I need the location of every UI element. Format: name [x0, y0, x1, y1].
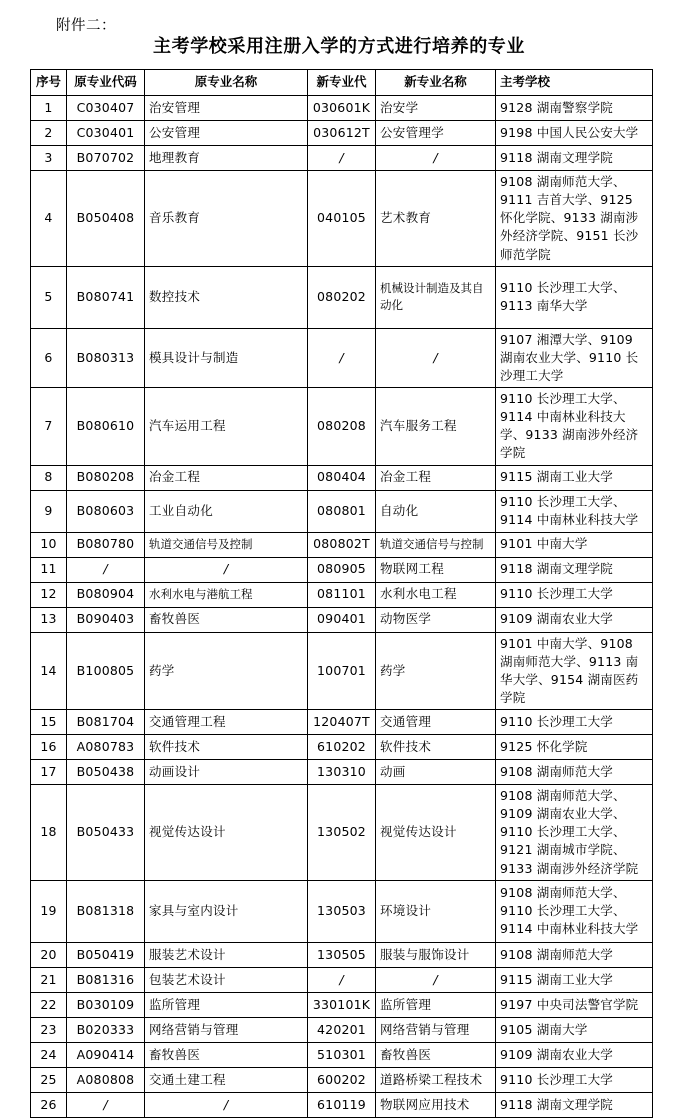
cell-old-name: 水利水电与港航工程	[145, 582, 308, 607]
table-row	[31, 1092, 653, 1117]
cell-seq: 10	[31, 532, 67, 557]
column-header-old-code: 原专业代码	[67, 70, 145, 96]
cell-new-code: 510301	[308, 1042, 376, 1067]
cell-old-code: B090403	[67, 607, 145, 632]
cell-new-code: 100701	[308, 632, 376, 710]
cell-seq: 16	[31, 735, 67, 760]
cell-new-name: /	[376, 146, 496, 171]
cell-new-code: /	[308, 967, 376, 992]
cell-old-code: B050408	[67, 171, 145, 267]
cell-seq: 12	[31, 582, 67, 607]
cell-old-name: 音乐教育	[145, 171, 308, 267]
cell-old-name: 动画设计	[145, 760, 308, 785]
cell-old-code: B080603	[67, 490, 145, 532]
cell-seq: 1	[31, 96, 67, 121]
cell-old-code: B080313	[67, 328, 145, 387]
cell-school: 9118 湖南文理学院	[496, 557, 653, 582]
table-row	[31, 1017, 653, 1042]
cell-school: 9198 中国人民公安大学	[496, 121, 653, 146]
cell-old-name: 汽车运用工程	[145, 388, 308, 466]
cell-old-code: A090414	[67, 1042, 145, 1067]
cell-new-code: 090401	[308, 607, 376, 632]
cell-old-code: B050438	[67, 760, 145, 785]
cell-old-name: 服装艺术设计	[145, 942, 308, 967]
table-row	[31, 532, 653, 557]
cell-new-name: 冶金工程	[376, 465, 496, 490]
cell-old-code: B050433	[67, 785, 145, 881]
cell-old-name: 工业自动化	[145, 490, 308, 532]
cell-school: 9107 湘潭大学、9109 湖南农业大学、9110 长沙理工大学	[496, 328, 653, 387]
cell-seq: 25	[31, 1067, 67, 1092]
cell-new-name: 交通管理	[376, 710, 496, 735]
table-row	[31, 465, 653, 490]
cell-old-code: C030401	[67, 121, 145, 146]
table-row	[31, 710, 653, 735]
cell-seq: 15	[31, 710, 67, 735]
cell-new-code: 130502	[308, 785, 376, 881]
cell-old-name: /	[145, 557, 308, 582]
cell-new-name: 艺术教育	[376, 171, 496, 267]
cell-new-name: 动画	[376, 760, 496, 785]
cell-new-code: 080404	[308, 465, 376, 490]
cell-school: 9110 长沙理工大学、9114 中南林业科技大学、9133 湖南涉外经济学院	[496, 388, 653, 466]
cell-new-name: 道路桥梁工程技术	[376, 1067, 496, 1092]
majors-table-container	[30, 69, 652, 1118]
cell-seq: 18	[31, 785, 67, 881]
cell-new-code: 080202	[308, 266, 376, 328]
cell-new-code: 030601K	[308, 96, 376, 121]
cell-old-code: B080208	[67, 465, 145, 490]
cell-old-name: 冶金工程	[145, 465, 308, 490]
cell-new-code: 130310	[308, 760, 376, 785]
cell-seq: 24	[31, 1042, 67, 1067]
cell-seq: 22	[31, 992, 67, 1017]
cell-new-name: 网络营销与管理	[376, 1017, 496, 1042]
cell-new-name: 监所管理	[376, 992, 496, 1017]
cell-seq: 14	[31, 632, 67, 710]
majors-table	[30, 69, 653, 1118]
cell-school: 9128 湖南警察学院	[496, 96, 653, 121]
cell-new-code: 080208	[308, 388, 376, 466]
cell-old-code: B030109	[67, 992, 145, 1017]
cell-new-name: /	[376, 967, 496, 992]
cell-old-name: 治安管理	[145, 96, 308, 121]
cell-new-name: 物联网应用技术	[376, 1092, 496, 1117]
cell-school: 9115 湖南工业大学	[496, 967, 653, 992]
cell-old-code: C030407	[67, 96, 145, 121]
cell-seq: 19	[31, 880, 67, 942]
cell-new-code: /	[308, 146, 376, 171]
table-row	[31, 582, 653, 607]
cell-old-name: 包装艺术设计	[145, 967, 308, 992]
table-header	[31, 70, 653, 96]
table-body	[31, 96, 653, 1118]
cell-school: 9110 长沙理工大学、9113 南华大学	[496, 266, 653, 328]
cell-old-name: 公安管理	[145, 121, 308, 146]
cell-seq: 13	[31, 607, 67, 632]
cell-old-name: 药学	[145, 632, 308, 710]
cell-seq: 23	[31, 1017, 67, 1042]
cell-school: 9108 湖南师范大学	[496, 760, 653, 785]
cell-old-code: B070702	[67, 146, 145, 171]
table-row	[31, 490, 653, 532]
table-row	[31, 121, 653, 146]
cell-school: 9105 湖南大学	[496, 1017, 653, 1042]
cell-new-name: /	[376, 328, 496, 387]
page-title: 主考学校采用注册入学的方式进行培养的专业	[153, 36, 525, 57]
cell-old-name: 家具与室内设计	[145, 880, 308, 942]
cell-old-code: B081318	[67, 880, 145, 942]
cell-new-code: 610202	[308, 735, 376, 760]
cell-old-name: 网络营销与管理	[145, 1017, 308, 1042]
cell-new-name: 治安学	[376, 96, 496, 121]
cell-school: 9125 怀化学院	[496, 735, 653, 760]
cell-school: 9118 湖南文理学院	[496, 146, 653, 171]
cell-seq: 20	[31, 942, 67, 967]
cell-old-name: 畜牧兽医	[145, 607, 308, 632]
cell-old-code: /	[67, 557, 145, 582]
table-row	[31, 785, 653, 881]
table-row	[31, 557, 653, 582]
cell-old-code: B020333	[67, 1017, 145, 1042]
cell-seq: 3	[31, 146, 67, 171]
table-row	[31, 146, 653, 171]
cell-school: 9197 中央司法警官学院	[496, 992, 653, 1017]
cell-old-code: A080808	[67, 1067, 145, 1092]
cell-school: 9109 湖南农业大学	[496, 1042, 653, 1067]
cell-school: 9109 湖南农业大学	[496, 607, 653, 632]
cell-seq: 7	[31, 388, 67, 466]
cell-old-code: B050419	[67, 942, 145, 967]
cell-new-name: 机械设计制造及其自动化	[376, 266, 496, 328]
column-header-new-code: 新专业代	[308, 70, 376, 96]
cell-seq: 2	[31, 121, 67, 146]
cell-seq: 8	[31, 465, 67, 490]
cell-seq: 17	[31, 760, 67, 785]
cell-new-code: 610119	[308, 1092, 376, 1117]
column-header-seq: 序号	[31, 70, 67, 96]
cell-new-code: 030612T	[308, 121, 376, 146]
cell-old-name: 数控技术	[145, 266, 308, 328]
cell-school: 9110 长沙理工大学、9114 中南林业科技大学	[496, 490, 653, 532]
cell-seq: 4	[31, 171, 67, 267]
column-header-school: 主考学校	[496, 70, 653, 96]
table-row	[31, 942, 653, 967]
cell-seq: 9	[31, 490, 67, 532]
cell-new-name: 公安管理学	[376, 121, 496, 146]
table-row	[31, 607, 653, 632]
table-row	[31, 735, 653, 760]
cell-school: 9118 湖南文理学院	[496, 1092, 653, 1117]
table-row	[31, 266, 653, 328]
cell-new-code: 130503	[308, 880, 376, 942]
cell-new-code: /	[308, 328, 376, 387]
cell-old-name: 视觉传达设计	[145, 785, 308, 881]
cell-old-name: 交通土建工程	[145, 1067, 308, 1092]
cell-new-name: 畜牧兽医	[376, 1042, 496, 1067]
cell-school: 9108 湖南师范大学	[496, 942, 653, 967]
cell-new-code: 080905	[308, 557, 376, 582]
cell-school: 9110 长沙理工大学	[496, 1067, 653, 1092]
cell-old-code: B081316	[67, 967, 145, 992]
cell-new-name: 自动化	[376, 490, 496, 532]
cell-new-name: 软件技术	[376, 735, 496, 760]
cell-new-code: 330101K	[308, 992, 376, 1017]
cell-new-code: 081101	[308, 582, 376, 607]
cell-new-code: 420201	[308, 1017, 376, 1042]
table-row	[31, 96, 653, 121]
cell-school: 9108 湖南师范大学、9109 湖南农业大学、9110 长沙理工大学、9121 湖南城市学院、9133 湖南涉外经济学院	[496, 785, 653, 881]
cell-old-code: B080904	[67, 582, 145, 607]
cell-old-name: 地理教育	[145, 146, 308, 171]
cell-new-name: 物联网工程	[376, 557, 496, 582]
cell-new-name: 动物医学	[376, 607, 496, 632]
cell-old-name: 监所管理	[145, 992, 308, 1017]
cell-seq: 6	[31, 328, 67, 387]
cell-new-name: 环境设计	[376, 880, 496, 942]
attachment-label: 附件二：	[56, 18, 116, 34]
cell-school: 9108 湖南师范大学、9110 长沙理工大学、9114 中南林业科技大学	[496, 880, 653, 942]
cell-new-code: 600202	[308, 1067, 376, 1092]
cell-old-code: B080610	[67, 388, 145, 466]
cell-old-code: B100805	[67, 632, 145, 710]
cell-seq: 21	[31, 967, 67, 992]
cell-new-code: 080802T	[308, 532, 376, 557]
cell-new-name: 视觉传达设计	[376, 785, 496, 881]
cell-old-code: B080741	[67, 266, 145, 328]
cell-school: 9110 长沙理工大学	[496, 710, 653, 735]
cell-new-name: 药学	[376, 632, 496, 710]
cell-school: 9110 长沙理工大学	[496, 582, 653, 607]
table-row	[31, 388, 653, 466]
cell-seq: 11	[31, 557, 67, 582]
table-row	[31, 880, 653, 942]
cell-new-code: 120407T	[308, 710, 376, 735]
cell-new-code: 040105	[308, 171, 376, 267]
cell-school: 9101 中南大学	[496, 532, 653, 557]
cell-old-code: A080783	[67, 735, 145, 760]
table-header-row	[31, 70, 653, 96]
table-row	[31, 1067, 653, 1092]
cell-old-name: 畜牧兽医	[145, 1042, 308, 1067]
cell-seq: 5	[31, 266, 67, 328]
cell-new-code: 080801	[308, 490, 376, 532]
cell-old-name: 交通管理工程	[145, 710, 308, 735]
table-row	[31, 632, 653, 710]
cell-old-code: /	[67, 1092, 145, 1117]
cell-seq: 26	[31, 1092, 67, 1117]
cell-new-code: 130505	[308, 942, 376, 967]
cell-school: 9108 湖南师范大学、9111 吉首大学、9125 怀化学院、9133 湖南涉外经济学院、9151 长沙师范学院	[496, 171, 653, 267]
table-row	[31, 328, 653, 387]
table-row	[31, 760, 653, 785]
column-header-new-name: 新专业名称	[376, 70, 496, 96]
column-header-old-name: 原专业名称	[145, 70, 308, 96]
cell-old-name: 软件技术	[145, 735, 308, 760]
cell-old-code: B080780	[67, 532, 145, 557]
table-row	[31, 171, 653, 267]
table-row	[31, 992, 653, 1017]
cell-school: 9101 中南大学、9108 湖南师范大学、9113 南华大学、9154 湖南医药学院	[496, 632, 653, 710]
table-row	[31, 967, 653, 992]
cell-school: 9115 湖南工业大学	[496, 465, 653, 490]
cell-new-name: 水利水电工程	[376, 582, 496, 607]
cell-new-name: 服装与服饰设计	[376, 942, 496, 967]
table-row	[31, 1042, 653, 1067]
cell-old-code: B081704	[67, 710, 145, 735]
cell-old-name: 模具设计与制造	[145, 328, 308, 387]
cell-new-name: 轨道交通信号与控制	[376, 532, 496, 557]
cell-new-name: 汽车服务工程	[376, 388, 496, 466]
cell-old-name: 轨道交通信号及控制	[145, 532, 308, 557]
cell-old-name: /	[145, 1092, 308, 1117]
